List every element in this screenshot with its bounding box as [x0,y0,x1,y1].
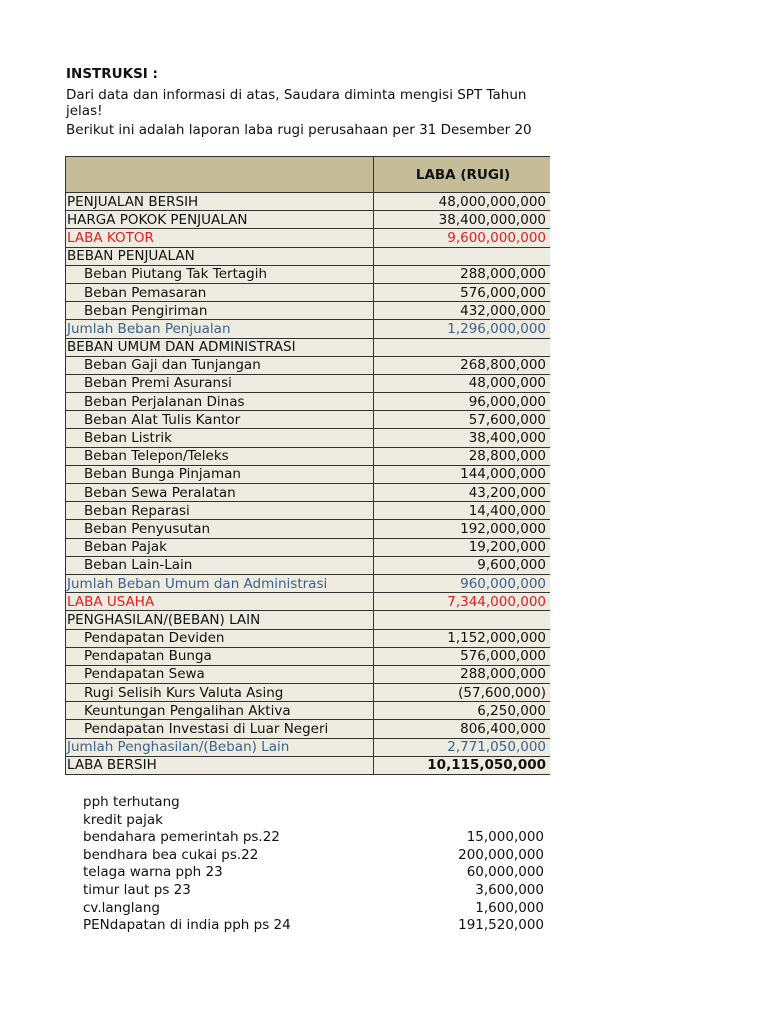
row-label: Beban Alat Tulis Kantor [66,411,374,429]
row-value: 38,400,000,000 [374,211,551,229]
table-row [66,647,551,665]
note-value: 191,520,000 [458,917,544,934]
note-row [83,812,550,830]
row-label: Beban Premi Asuransi [66,374,374,392]
row-value: 288,000,000 [374,665,551,683]
row-value: 1,296,000,000 [374,320,551,338]
row-label: Beban Pajak [66,538,374,556]
instruction-line-3: Berikut ini adalah laporan laba rugi perusahaan per 31 Desember 20 [66,122,532,138]
note-value: 1,600,000 [475,899,544,916]
note-value: 3,600,000 [475,881,544,898]
note-label: PENdapatan di india pph ps 24 [83,917,291,934]
table-header-row [66,157,551,193]
table-row [66,302,551,320]
row-value: 806,400,000 [374,720,551,738]
row-label: Pendapatan Sewa [66,665,374,683]
row-label: BEBAN PENJUALAN [66,247,374,265]
row-value: 38,400,000 [374,429,551,447]
row-label: Beban Sewa Peralatan [66,484,374,502]
table-row [66,665,551,683]
note-label: bendahara pemerintah ps.22 [83,829,280,846]
instruction-title: INSTRUKSI : [66,66,158,82]
table-row [66,720,551,738]
row-label: Beban Piutang Tak Tertagih [66,265,374,283]
row-label: Beban Listrik [66,429,374,447]
note-label: cv.langlang [83,899,160,916]
note-label: telaga warna pph 23 [83,864,223,881]
income-statement-table [65,156,550,775]
note-row [83,864,550,882]
table-row [66,374,551,392]
row-value: 432,000,000 [374,302,551,320]
table-row [66,611,551,629]
table-row [66,738,551,756]
row-label: Beban Bunga Pinjaman [66,465,374,483]
row-label: Beban Telepon/Teleks [66,447,374,465]
tax-notes [83,794,550,935]
table-row [66,283,551,301]
table-row [66,465,551,483]
note-label: timur laut ps 23 [83,881,191,898]
table-row [66,629,551,647]
row-label: Beban Penyusutan [66,520,374,538]
note-row [83,794,550,812]
row-label: Beban Reparasi [66,502,374,520]
note-row [83,900,550,918]
table-row [66,320,551,338]
row-label: Pendapatan Deviden [66,629,374,647]
row-label: Jumlah Beban Penjualan [66,320,374,338]
table-row [66,574,551,592]
note-row [83,882,550,900]
note-label: kredit pajak [83,811,163,828]
row-label: Beban Gaji dan Tunjangan [66,356,374,374]
row-value [374,611,551,629]
note-row [83,917,550,935]
row-value: 57,600,000 [374,411,551,429]
row-value: 14,400,000 [374,502,551,520]
note-label: pph terhutang [83,794,180,810]
row-label: Jumlah Beban Umum dan Administrasi [66,574,374,592]
row-label: LABA BERSIH [66,756,374,774]
row-value: 48,000,000 [374,374,551,392]
table-row [66,520,551,538]
row-label: Beban Pemasaran [66,283,374,301]
note-value: 60,000,000 [466,864,544,881]
row-value: 9,600,000,000 [374,229,551,247]
row-value: 288,000,000 [374,265,551,283]
row-label: Jumlah Penghasilan/(Beban) Lain [66,738,374,756]
row-value: 48,000,000,000 [374,193,551,211]
table-row [66,247,551,265]
row-label: Beban Perjalanan Dinas [66,393,374,411]
table-row [66,265,551,283]
row-label: Beban Lain-Lain [66,556,374,574]
note-label: bendhara bea cukai ps.22 [83,846,259,863]
table-row [66,538,551,556]
table-row [66,429,551,447]
row-value: 144,000,000 [374,465,551,483]
row-label: Rugi Selisih Kurs Valuta Asing [66,684,374,702]
table-row [66,593,551,611]
row-label: Pendapatan Bunga [66,647,374,665]
table-row [66,211,551,229]
row-value: 960,000,000 [374,574,551,592]
row-value: 2,771,050,000 [374,738,551,756]
row-value: 192,000,000 [374,520,551,538]
row-label: Pendapatan Investasi di Luar Negeri [66,720,374,738]
row-label: BEBAN UMUM DAN ADMINISTRASI [66,338,374,356]
header-value-cell: LABA (RUGI) [374,157,551,193]
table-row [66,484,551,502]
row-value: 9,600,000 [374,556,551,574]
table-row [66,756,551,774]
row-value [374,247,551,265]
table-row [66,556,551,574]
row-value: 576,000,000 [374,647,551,665]
row-value: 7,344,000,000 [374,593,551,611]
row-value [374,338,551,356]
table-row [66,193,551,211]
table-row [66,411,551,429]
row-label: LABA USAHA [66,593,374,611]
row-value: 96,000,000 [374,393,551,411]
table-row [66,356,551,374]
row-label: Beban Pengiriman [66,302,374,320]
table-row [66,229,551,247]
row-label: Keuntungan Pengalihan Aktiva [66,702,374,720]
row-value: 43,200,000 [374,484,551,502]
note-value: 15,000,000 [466,829,544,846]
instruction-line-1: Dari data dan informasi di atas, Saudara diminta mengisi SPT Tahun [66,87,527,103]
row-value: 28,800,000 [374,447,551,465]
table-row [66,338,551,356]
row-label: PENJUALAN BERSIH [66,193,374,211]
table-row [66,447,551,465]
header-label-cell [66,157,374,193]
note-row [83,829,550,847]
row-value: (57,600,000) [374,684,551,702]
row-label: HARGA POKOK PENJUALAN [66,211,374,229]
row-label: PENGHASILAN/(BEBAN) LAIN [66,611,374,629]
row-value: 268,800,000 [374,356,551,374]
row-value: 10,115,050,000 [374,756,551,774]
table-row [66,684,551,702]
row-value: 6,250,000 [374,702,551,720]
table-row [66,702,551,720]
row-value: 19,200,000 [374,538,551,556]
table-row [66,393,551,411]
row-value: 576,000,000 [374,283,551,301]
note-value: 200,000,000 [458,846,544,863]
row-value: 1,152,000,000 [374,629,551,647]
table-row [66,502,551,520]
instruction-line-2: jelas! [66,103,103,119]
note-row [83,847,550,865]
row-label: LABA KOTOR [66,229,374,247]
